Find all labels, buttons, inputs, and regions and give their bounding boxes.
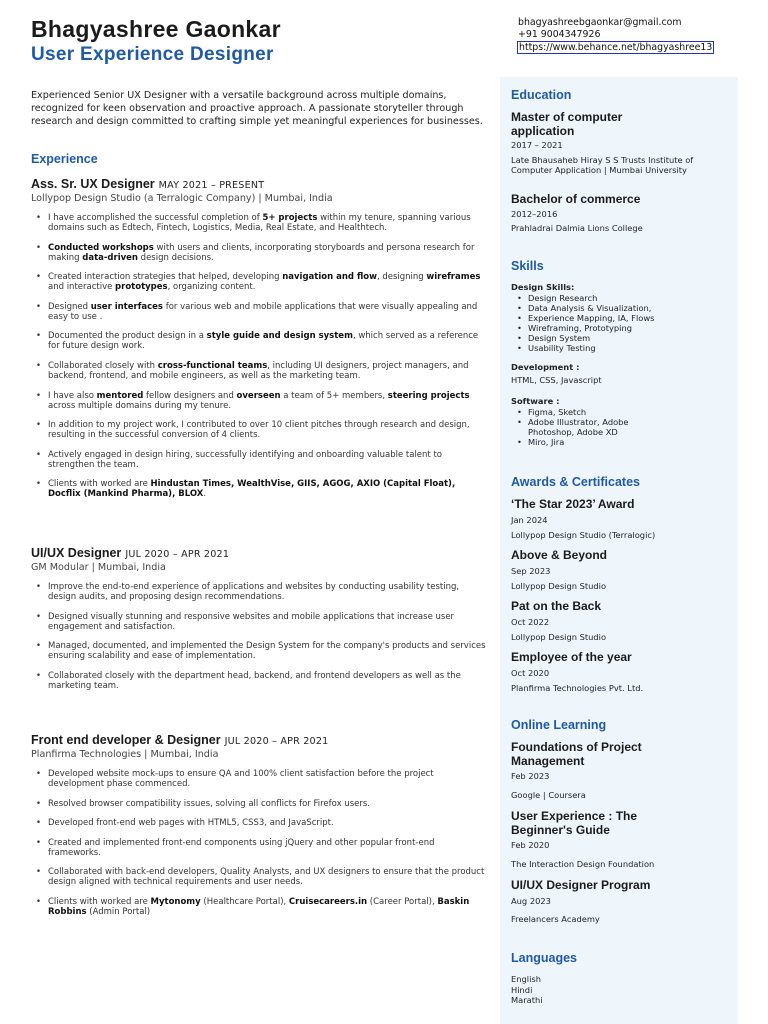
job-dates: JUL 2020 – APR 2021 bbox=[224, 736, 329, 747]
bullet-item: • Created and implemented front-end components using jQuery and other popular front-end frameworks. bbox=[31, 838, 486, 858]
degree-title: Bachelor of commerce bbox=[511, 192, 641, 206]
awards-heading: Awards & Certificates bbox=[511, 475, 640, 489]
list-item: • Design System bbox=[511, 334, 731, 344]
education-item bbox=[511, 111, 731, 176]
degree-school: Late Bhausaheb Hiray S S Trusts Institute of Computer Application | Mumbai University bbox=[511, 154, 694, 175]
degree-years: 2017 – 2021 bbox=[511, 140, 563, 150]
bullet-item: • In addition to my project work, I contributed to over 10 client pitches through research and design, resulting in the successful conversion of 4 clients. bbox=[31, 420, 486, 440]
course-title: UI/UX Designer Program bbox=[511, 878, 651, 892]
award-title: Pat on the Back bbox=[511, 599, 602, 613]
list-item: • Experience Mapping, IA, Flows bbox=[511, 314, 731, 324]
award-item bbox=[511, 651, 731, 694]
skills-heading: Skills bbox=[511, 259, 544, 273]
bullet-item: • Designed visually stunning and responsive websites and mobile applications that increase user engagement and satisfaction. bbox=[31, 612, 486, 632]
list-item: • Data Analysis & Visualization, bbox=[511, 304, 731, 314]
education-item bbox=[511, 193, 731, 234]
award-title: ‘The Star 2023’ Award bbox=[511, 497, 635, 511]
award-date: Sep 2023 bbox=[511, 565, 551, 576]
list-item: • Design Research bbox=[511, 294, 731, 304]
list-item: • Adobe Illustrator, Adobe Photoshop, Adobe XD bbox=[511, 418, 661, 438]
summary-paragraph: Experienced Senior UX Designer with a versatile background across multiple domains, recognized for keen observation and proactive approach. A passionate storyteller through research and design committed to crafting simple yet meaningful experiences for businesses. bbox=[31, 90, 483, 128]
degree-school: Prahladrai Dalmia Lions College bbox=[511, 223, 643, 233]
course-item bbox=[511, 810, 731, 869]
job-entry bbox=[31, 729, 486, 927]
bullet-item: • Improve the end-to-end experience of applications and websites by conducting usability testing, design audits, and proposing design recommendations. bbox=[31, 582, 486, 602]
course-title: User Experience : The Beginner's Guide bbox=[511, 809, 638, 837]
course-provider: The Interaction Design Foundation bbox=[511, 858, 655, 869]
list-item: • Wireframing, Prototyping bbox=[511, 324, 731, 334]
job-title: Ass. Sr. UX Designer bbox=[31, 177, 155, 191]
candidate-role: User Experience Designer bbox=[31, 44, 274, 65]
job-title: UI/UX Designer bbox=[31, 546, 122, 560]
bullet-item: • I have accomplished the successful completion of 5+ projects within my tenure, spanning various domains such as Edtech, Fintech, Logistics, Media, Real Estate, and Healthtech. bbox=[31, 213, 486, 233]
bullet-item: • Collaborated closely with the department head, backend, and frontend developers as well as the marketing team. bbox=[31, 671, 486, 691]
award-item bbox=[511, 498, 731, 541]
development-label: Development : bbox=[511, 362, 580, 373]
award-item bbox=[511, 600, 731, 643]
bullet-item: • Created interaction strategies that helped, developing navigation and flow, designing wireframes and interactive prototypes, organizing content. bbox=[31, 272, 486, 292]
design-skills-label: Design Skills: bbox=[511, 282, 575, 292]
language-item: Marathi bbox=[511, 995, 543, 1005]
award-org: Lollypop Design Studio bbox=[511, 632, 607, 642]
bullet-item: • Clients with worked are Mytonomy (Healthcare Portal), Cruisecareers.in (Career Portal), Baskin Robbins (Admin Portal) bbox=[31, 897, 486, 917]
learning-heading: Online Learning bbox=[511, 718, 607, 732]
course-item bbox=[511, 741, 731, 800]
job-dates: MAY 2021 – PRESENT bbox=[158, 180, 265, 191]
award-date: Oct 2022 bbox=[511, 616, 550, 627]
bullet-item: • Resolved browser compatibility issues, solving all conflicts for Firefox users. bbox=[31, 799, 486, 809]
award-org: Planfirma Technologies Pvt. Ltd. bbox=[511, 683, 644, 693]
bullet-item: • Developed website mock-ups to ensure QA and 100% client satisfaction before the project development phase commenced. bbox=[31, 769, 486, 789]
development-skills: HTML, CSS, Javascript bbox=[511, 375, 602, 386]
job-dates: JUL 2020 – APR 2021 bbox=[125, 549, 230, 560]
job-company: Lollypop Design Studio (a Terralogic Company) | Mumbai, India bbox=[31, 193, 333, 204]
bullet-item: • Clients with worked are Hindustan Times, WealthVise, GIIS, AGOG, AXIO (Capital Float), Docflix (Mankind Pharma), BLOX. bbox=[31, 479, 486, 499]
language-item: Hindi bbox=[511, 984, 533, 995]
contact-block bbox=[518, 17, 713, 54]
job-title: Front end developer & Designer bbox=[31, 733, 221, 747]
languages-list bbox=[511, 974, 731, 1006]
job-bullets bbox=[31, 582, 486, 691]
bullet-item: • I have also mentored fellow designers and overseen a team of 5+ members, steering projects across multiple domains during my tenure. bbox=[31, 391, 486, 411]
email-link[interactable]: bhagyashreebgaonkar@gmail.com bbox=[518, 17, 682, 28]
bullet-item: • Developed front-end web pages with HTML5, CSS3, and JavaScript. bbox=[31, 818, 486, 828]
skills-block bbox=[511, 282, 731, 448]
portfolio-link[interactable]: https://www.behance.net/bhagyashree13 bbox=[519, 41, 713, 53]
candidate-name: Bhagyashree Gaonkar bbox=[31, 16, 281, 42]
job-bullets bbox=[31, 769, 486, 917]
job-entry bbox=[31, 542, 486, 700]
language-item: English bbox=[511, 974, 541, 984]
job-bullets bbox=[31, 213, 486, 499]
bullet-item: • Collaborated closely with cross-functional teams, including UI designers, project managers, and backend, frontend, and mobile engineers, as well as the marketing team. bbox=[31, 361, 486, 381]
course-date: Aug 2023 bbox=[511, 895, 551, 906]
list-item: • Miro, Jira bbox=[511, 438, 661, 448]
job-company: GM Modular | Mumbai, India bbox=[31, 562, 166, 573]
software-label: Software : bbox=[511, 395, 560, 406]
bullet-item: • Actively engaged in design hiring, successfully identifying and onboarding valuable talent to strengthen the team. bbox=[31, 450, 486, 470]
award-org: Lollypop Design Studio bbox=[511, 581, 607, 591]
design-skills-list bbox=[511, 294, 731, 353]
bullet-item: • Managed, documented, and implemented the Design System for the company's products and services ensuring scalability and ease of implementation. bbox=[31, 641, 486, 661]
bullet-item: • Conducted workshops with users and clients, incorporating storyboards and persona research for making data-driven design decisions. bbox=[31, 243, 486, 263]
list-item: • Figma, Sketch bbox=[511, 408, 661, 418]
list-item: • Usability Testing bbox=[511, 344, 731, 354]
job-entry bbox=[31, 173, 486, 509]
award-title: Above & Beyond bbox=[511, 548, 608, 562]
course-date: Feb 2023 bbox=[511, 771, 550, 781]
award-title: Employee of the year bbox=[511, 650, 632, 664]
degree-title: Master of computer application bbox=[511, 110, 623, 138]
award-item bbox=[511, 549, 731, 592]
course-provider: Freelancers Academy bbox=[511, 914, 600, 924]
course-item bbox=[511, 879, 731, 925]
award-date: Oct 2020 bbox=[511, 667, 550, 678]
bullet-item: • Designed user interfaces for various web and mobile applications that were visually appealing and easy to use . bbox=[31, 302, 486, 322]
award-org: Lollypop Design Studio (Terralogic) bbox=[511, 530, 656, 540]
education-heading: Education bbox=[511, 88, 572, 102]
bullet-item: • Collaborated with back-end developers, Quality Analysts, and UX designers to ensure that the product design aligned with technical requirements and user needs. bbox=[31, 867, 486, 887]
course-date: Feb 2020 bbox=[511, 840, 550, 850]
degree-years: 2012–2016 bbox=[511, 208, 558, 219]
job-company: Planfirma Technologies | Mumbai, India bbox=[31, 749, 219, 760]
languages-heading: Languages bbox=[511, 951, 577, 965]
course-title: Foundations of Project Management bbox=[511, 740, 642, 768]
bullet-item: • Documented the product design in a style guide and design system, which served as a reference for future design work. bbox=[31, 331, 486, 351]
software-list bbox=[511, 408, 661, 448]
award-date: Jan 2024 bbox=[511, 514, 548, 525]
phone-number: +91 9004347926 bbox=[518, 29, 601, 41]
course-provider: Google | Coursera bbox=[511, 789, 586, 800]
experience-heading: Experience bbox=[31, 152, 98, 166]
